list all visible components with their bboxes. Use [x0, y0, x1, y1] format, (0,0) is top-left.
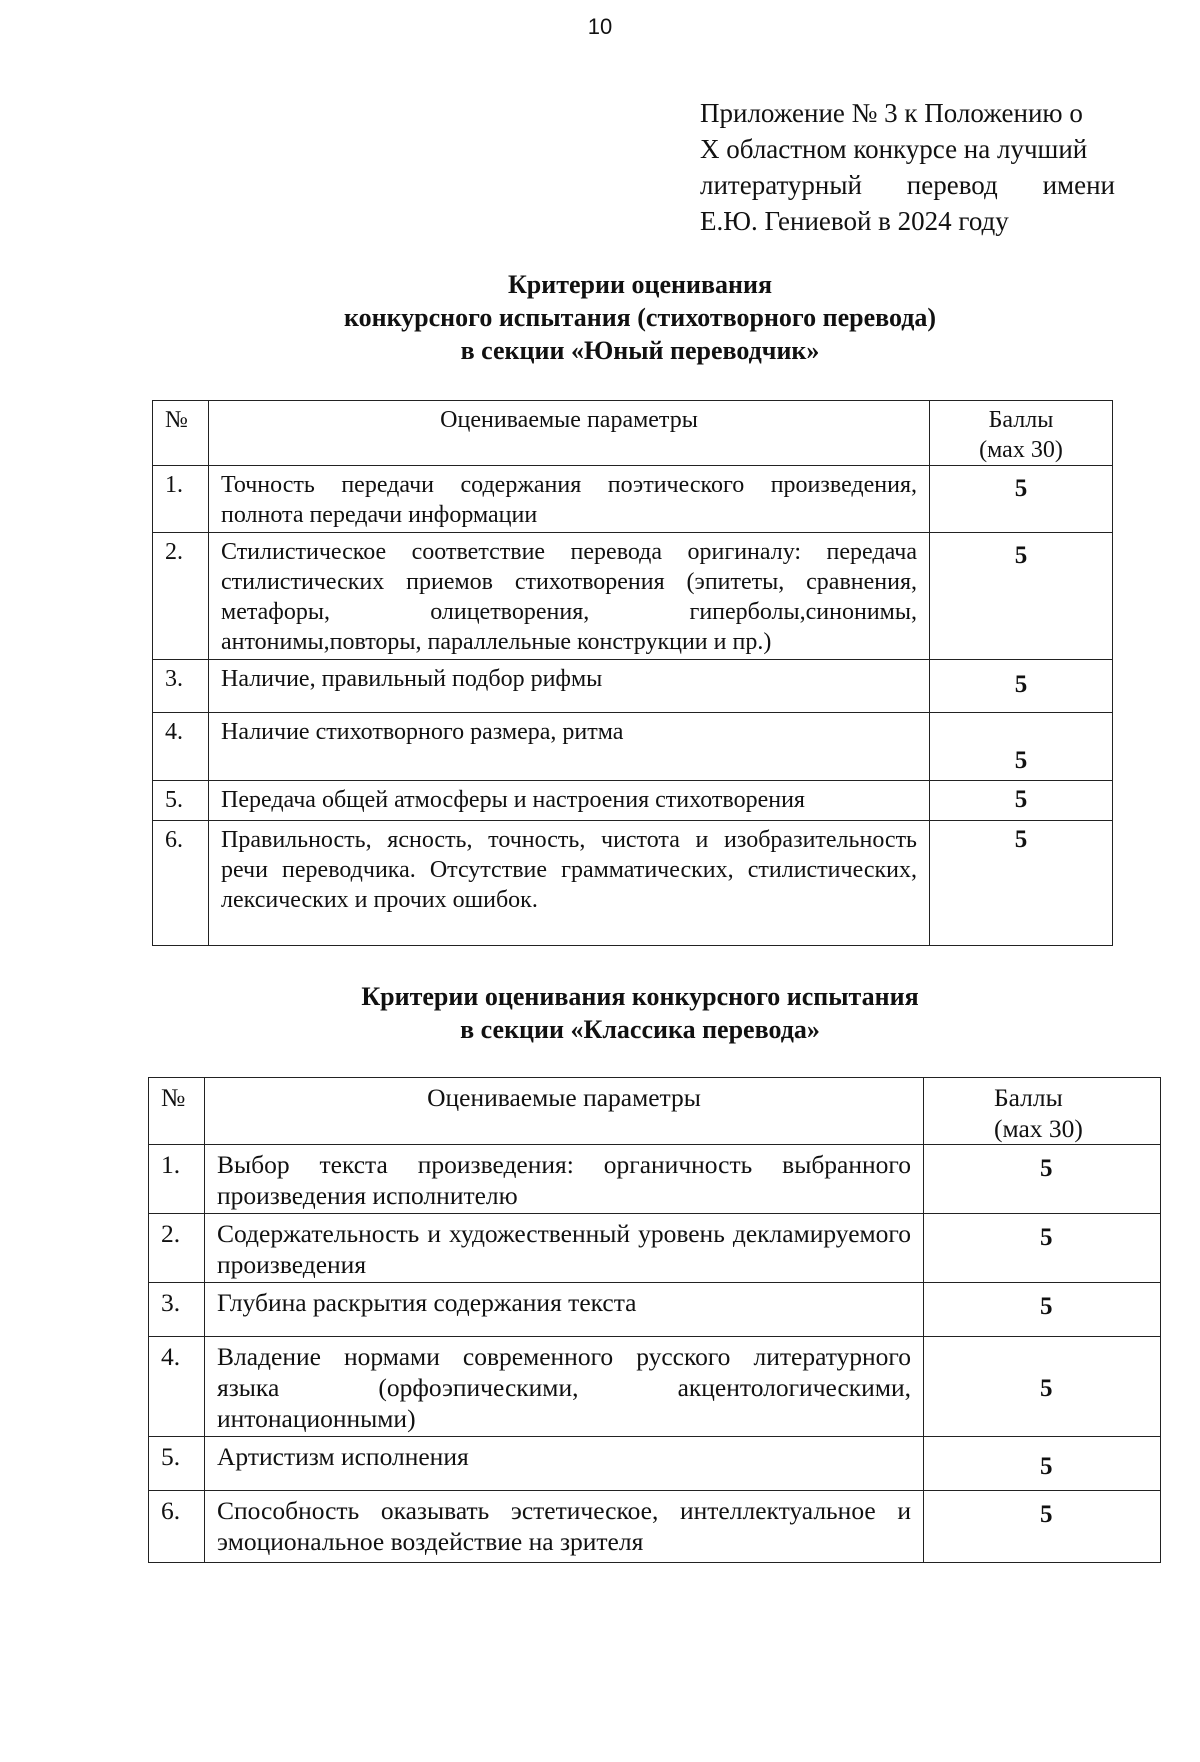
- table-row: [149, 1214, 1161, 1283]
- table-row: [153, 713, 1113, 781]
- param-header: Оцениваемые параметры: [205, 1078, 924, 1145]
- row-parameter: Точность передачи содержания поэтического произведения, полнота передачи информации: [209, 466, 930, 533]
- row-number: 3.: [153, 660, 209, 713]
- row-score: 5: [924, 1337, 1161, 1437]
- table-row: [149, 1437, 1161, 1491]
- score-header-line: Баллы: [988, 407, 1054, 433]
- table-row: [153, 466, 1113, 533]
- row-number: 5.: [153, 781, 209, 821]
- row-score: 5: [930, 781, 1113, 821]
- section1-title-line: в секции «Юный переводчик»: [460, 336, 820, 365]
- appendix-line: Приложение № 3 к Положению о: [700, 98, 1083, 128]
- row-parameter: Выбор текста произведения: органичность выбранного произведения исполнителю: [205, 1145, 924, 1214]
- appendix-word: литературный: [700, 170, 862, 200]
- section1-title-line: Критерии оценивания: [507, 270, 773, 299]
- row-number: 2.: [149, 1214, 205, 1283]
- section2-title: [0, 980, 1200, 1046]
- table-header-row: [153, 401, 1113, 466]
- score-header: [924, 1078, 1161, 1145]
- param-header: Оцениваемые параметры: [209, 401, 930, 466]
- table-row: [153, 533, 1113, 660]
- row-parameter: Стилистическое соответствие перевода оригиналу: передача стилистических приемов стихотворения (эпитеты, сравнения, метафоры, олицетворения, гиперболы,синонимы, антонимы,повторы, параллельные конструкции и пр.): [209, 533, 930, 660]
- appendix-word: перевод: [906, 170, 998, 200]
- score-header: [930, 401, 1113, 466]
- row-number: 1.: [149, 1145, 205, 1214]
- criteria-table-2: [148, 1077, 1161, 1563]
- appendix-note: [700, 95, 1115, 239]
- table-row: [153, 660, 1113, 713]
- row-score: 5: [924, 1145, 1161, 1214]
- score-header-line: Баллы: [994, 1083, 1063, 1112]
- row-number: 3.: [149, 1283, 205, 1337]
- row-parameter: Способность оказывать эстетическое, интеллектуальное и эмоциональное воздействие на зрителя: [205, 1491, 924, 1563]
- row-parameter: Артистизм исполнения: [205, 1437, 924, 1491]
- row-score: 5: [930, 533, 1113, 660]
- row-parameter: Наличие, правильный подбор рифмы: [209, 660, 930, 713]
- row-score: 5: [924, 1437, 1161, 1491]
- row-score: 5: [924, 1283, 1161, 1337]
- table-header-row: [149, 1078, 1161, 1145]
- num-header: №: [153, 401, 209, 466]
- row-parameter: Глубина раскрытия содержания текста: [205, 1283, 924, 1337]
- row-score: 5: [924, 1214, 1161, 1283]
- appendix-line-justified: [700, 167, 1115, 203]
- row-score: 5: [930, 660, 1113, 713]
- row-parameter: Правильность, ясность, точность, чистота и изобразительность речи переводчика. Отсутствие грамматических, стилистических, лексических и прочих ошибок.: [209, 821, 930, 946]
- appendix-line: Х областном конкурсе на лучший: [700, 134, 1088, 164]
- row-score: 5: [930, 466, 1113, 533]
- row-score: 5: [930, 713, 1113, 781]
- appendix-line: Е.Ю. Гениевой в 2024 году: [700, 206, 1009, 236]
- row-number: 4.: [149, 1337, 205, 1437]
- row-parameter: Наличие стихотворного размера, ритма: [209, 713, 930, 781]
- row-number: 1.: [153, 466, 209, 533]
- section1-title: [0, 268, 1200, 367]
- row-parameter: Передача общей атмосферы и настроения стихотворения: [209, 781, 930, 821]
- row-score: 5: [930, 821, 1113, 946]
- row-score: 5: [924, 1491, 1161, 1563]
- row-number: 2.: [153, 533, 209, 660]
- num-header: №: [149, 1078, 205, 1145]
- table-row: [149, 1491, 1161, 1563]
- score-header-line: (мах 30): [979, 437, 1063, 463]
- section2-title-line: Критерии оценивания конкурсного испытания: [361, 982, 919, 1011]
- table-row: [153, 781, 1113, 821]
- row-parameter: Владение нормами современного русского литературного языка (орфоэпическими, акцентологическими, интонационными): [205, 1337, 924, 1437]
- table-row: [149, 1145, 1161, 1214]
- row-parameter: Содержательность и художественный уровень декламируемого произведения: [205, 1214, 924, 1283]
- section2-title-line: в секции «Классика перевода»: [460, 1015, 820, 1044]
- score-header-line: (мах 30): [994, 1114, 1083, 1143]
- appendix-word: имени: [1042, 170, 1115, 200]
- table-row: [149, 1283, 1161, 1337]
- row-number: 6.: [153, 821, 209, 946]
- row-number: 6.: [149, 1491, 205, 1563]
- row-number: 4.: [153, 713, 209, 781]
- table-row: [149, 1337, 1161, 1437]
- criteria-table-1: [152, 400, 1113, 946]
- table-row: [153, 821, 1113, 946]
- section1-title-line: конкурсного испытания (стихотворного перевода): [343, 303, 937, 332]
- row-number: 5.: [149, 1437, 205, 1491]
- page-number: 10: [587, 14, 613, 39]
